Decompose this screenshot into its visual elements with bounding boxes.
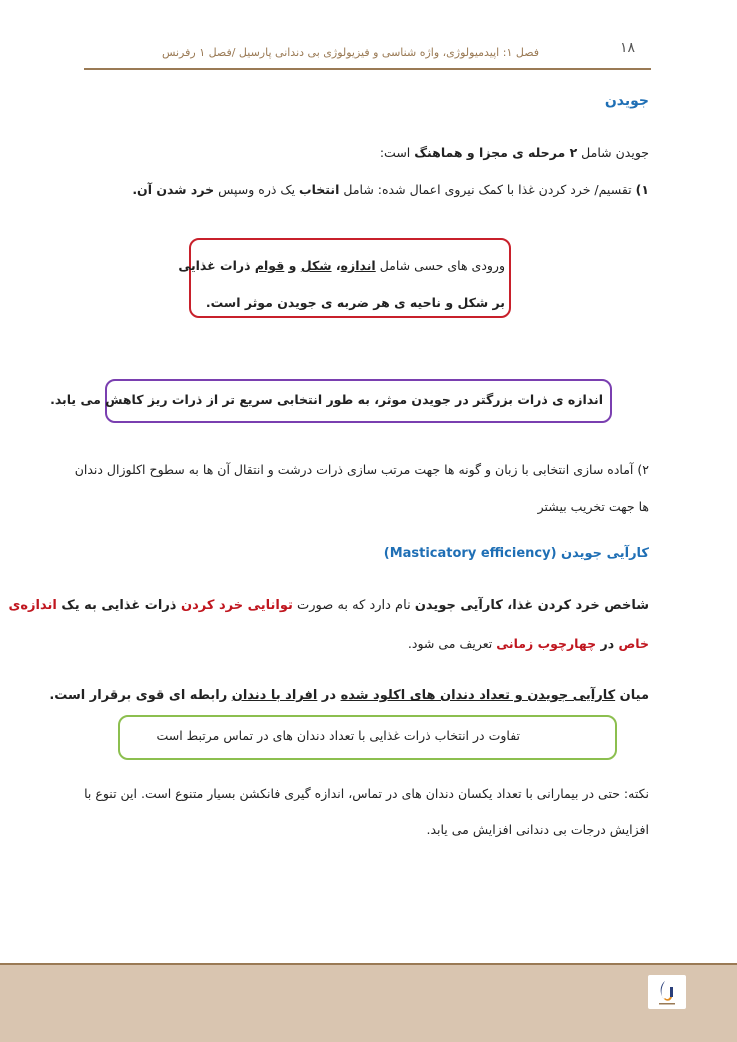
step-2-line-1	[75, 460, 649, 480]
note-line-1: نکته: حتی در بیمارانی با تعداد یکسان دندان های در تماس، اندازه گیری فانکشن بسیار متنوع است. این تنوع با	[84, 786, 649, 801]
def-size: اندازه‌ی	[8, 598, 57, 613]
def-ability: توانایی خرد کردن	[181, 598, 293, 613]
relation-statement	[49, 686, 649, 706]
green-callout-text: تفاوت در انتخاب ذرات غذایی با تعداد دندان های در تماس مرتبط است	[156, 728, 520, 743]
relation-pre: میان	[615, 688, 649, 703]
def-efficiency: کارآیی جویدن	[414, 598, 503, 613]
red-callout-size: اندازه	[340, 258, 376, 273]
footer-band	[0, 965, 737, 1042]
subsection-title: کارآیی جویدن (Masticatory efficiency)	[383, 546, 649, 561]
step-2-number: ۲)	[637, 462, 649, 477]
step-1	[132, 180, 649, 200]
page-number: ۱۸	[620, 40, 636, 56]
red-callout-shape: شکل	[300, 258, 332, 273]
running-header: فصل ۱: اپیدمیولوژی، واژه شناسی و فیزیولوژی بی دندانی پارسیل /فصل ۱ رفرنس	[161, 46, 539, 59]
def-end: تعریف می شود.	[407, 636, 497, 651]
step-1-text-mid: یک ذره وسپس	[214, 182, 300, 197]
def-timeframe: چهارچوب زمانی	[496, 636, 597, 651]
step-2-line-2: ها جهت تخریب بیشتر	[537, 499, 649, 514]
red-callout-texture: قوام	[254, 258, 285, 273]
publisher-logo-icon	[648, 975, 686, 1009]
red-callout-particles: ذرات غذایی	[178, 258, 255, 273]
red-callout-sep: ،	[331, 258, 341, 273]
intro-text: جویدن شامل	[577, 145, 649, 160]
step-1-bold-crush: خرد شدن آن.	[132, 182, 215, 197]
def-sep: ،	[502, 598, 513, 613]
def-index: شاخص خرد کردن غذا	[512, 598, 649, 613]
step-1-bold-selection: انتخاب	[299, 182, 340, 197]
relation-dentate: افراد با دندان	[231, 688, 318, 703]
def-specific: خاص	[618, 636, 649, 651]
step-2-text: آماده سازی انتخابی با زبان و گونه ها جهت مرتب سازی ذرات درشت و انتقال آن ها به سطوح اکلوزال دندان	[74, 462, 638, 477]
note-line-2: افزایش درجات بی دندانی افزایش می یابد.	[426, 822, 649, 837]
intro-paragraph	[380, 143, 649, 163]
def-particles: ذرات غذایی به یک	[56, 598, 182, 613]
relation-efficiency-occluded: کارآیی جویدن و تعداد دندان های اکلود شده	[340, 688, 616, 703]
red-callout-line-2: بر شکل و ناحیه ی هر ضربه ی جویدن موثر است.	[205, 295, 505, 310]
intro-text-end: است:	[379, 145, 415, 160]
purple-callout-text: اندازه ی ذرات بزرگتر در جویدن موثر، به طور انتخابی سریع تر از ذرات ریز کاهش می یابد.	[50, 392, 603, 407]
red-callout-text: ورودی های حسی شامل	[375, 258, 505, 273]
section-title: جویدن	[604, 93, 649, 109]
definition-line-1	[8, 596, 649, 616]
intro-bold: ۲ مرحله ی مجزا و هماهنگ	[414, 145, 578, 160]
step-1-number: ۱)	[635, 182, 649, 197]
step-1-text: تقسیم/ خرد کردن غذا با کمک نیروی اعمال شده: شامل	[339, 182, 636, 197]
def-in: در	[596, 636, 619, 651]
relation-post: رابطه ای قوی برقرار است.	[49, 688, 232, 703]
relation-in: در	[317, 688, 341, 703]
definition-line-2	[408, 634, 649, 654]
red-callout-line-1	[178, 256, 505, 276]
red-callout-and: و	[284, 258, 301, 273]
header-divider	[84, 68, 651, 70]
def-text: نام دارد که به صورت	[292, 598, 415, 613]
